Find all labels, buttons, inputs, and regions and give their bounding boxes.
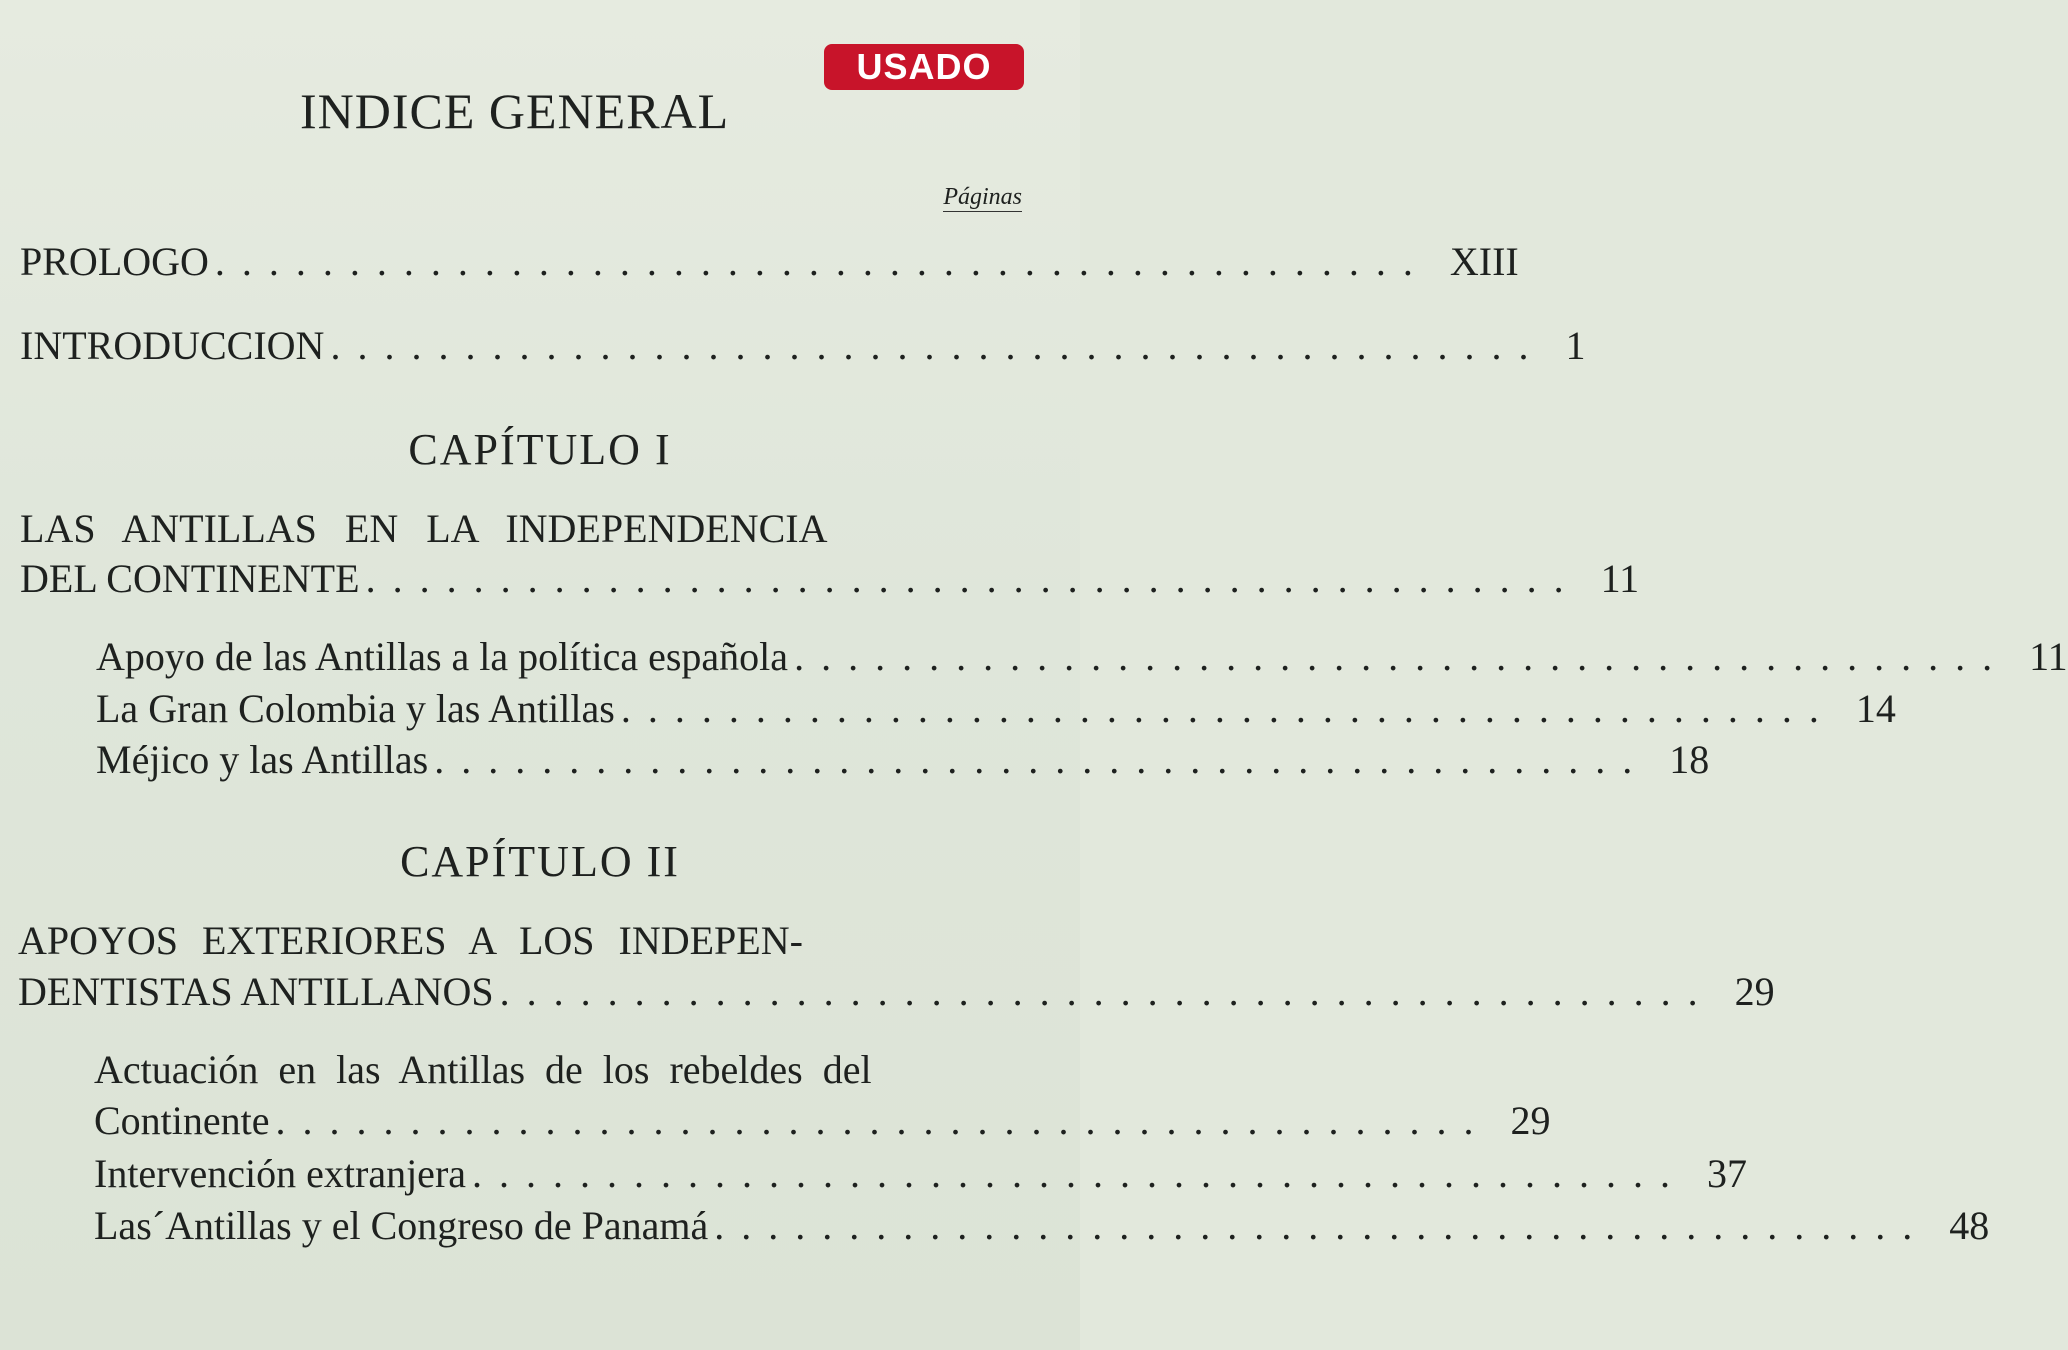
toc-section-page: 11 — [2029, 634, 2068, 679]
chapter-heading: CAPÍTULO II — [400, 837, 680, 886]
leader-dots: ............................................. — [794, 634, 2010, 679]
toc-entry-label: PROLOGO — [20, 239, 209, 284]
toc-entry-label: INTRODUCCION — [20, 323, 325, 368]
toc-section[interactable] — [94, 1150, 1748, 1202]
leader-dots: ............................................. — [499, 969, 1715, 1014]
chapter-heading: CAPÍTULO I — [408, 425, 672, 474]
pages-column-label: Páginas — [943, 184, 1022, 210]
leader-dots: ............................................. — [620, 686, 1836, 731]
page-title: INDICE GENERAL — [300, 83, 730, 139]
leader-dots: ............................................. — [214, 239, 1430, 284]
toc-section-page: 29 — [1510, 1098, 1551, 1143]
show-through-text — [120, 110, 131, 158]
toc-section[interactable] — [96, 736, 1710, 788]
toc-section-page: 14 — [1855, 686, 1896, 731]
toc-entry-page: XIII — [1449, 239, 1519, 284]
toc-entry-page: 1 — [1565, 323, 1586, 368]
toc-section-label: La Gran Colombia y las Antillas — [96, 686, 615, 731]
toc-section-label-line: Actuación en las Antillas de los rebeldes del — [94, 1047, 872, 1092]
toc-entry-label: DENTISTAS ANTILLANOS — [18, 969, 494, 1014]
toc-section[interactable] — [96, 633, 2068, 685]
toc-section[interactable] — [94, 1097, 1551, 1149]
leader-dots: ............................................. — [714, 1203, 1930, 1248]
toc-section-page: 48 — [1949, 1203, 1990, 1248]
used-badge: USADO — [824, 44, 1024, 90]
chapter-title-line: LAS ANTILLAS EN LA INDEPENDENCIA — [20, 506, 828, 551]
toc-entry-introduccion[interactable] — [20, 322, 1586, 374]
toc-section[interactable] — [96, 685, 1896, 737]
toc-section-label: Continente — [94, 1098, 270, 1143]
toc-section[interactable] — [94, 1202, 1990, 1254]
toc-entry-prologo[interactable] — [20, 238, 1519, 290]
toc-entry-chapter2[interactable] — [18, 968, 1775, 1020]
toc-section-label: Las´Antillas y el Congreso de Panamá — [94, 1203, 709, 1248]
leader-dots: ............................................. — [472, 1151, 1688, 1196]
chapter-title-line: APOYOS EXTERIORES A LOS INDEPEN- — [18, 918, 803, 963]
toc-entry-page: 11 — [1600, 556, 1640, 601]
toc-entry-label: DEL CONTINENTE — [20, 556, 360, 601]
toc-section-label: Apoyo de las Antillas a la política española — [96, 634, 789, 679]
leader-dots: ............................................. — [434, 737, 1650, 782]
toc-section-label: Méjico y las Antillas — [96, 737, 429, 782]
toc-entry-chapter1[interactable] — [20, 555, 1640, 607]
toc-section-page: 37 — [1707, 1151, 1748, 1196]
leader-dots: ............................................. — [275, 1098, 1491, 1143]
leader-dots: ............................................. — [330, 323, 1546, 368]
toc-entry-page: 29 — [1734, 969, 1775, 1014]
leader-dots: ............................................. — [365, 556, 1581, 601]
toc-section-page: 18 — [1669, 737, 1710, 782]
toc-section-label: Intervención extranjera — [94, 1151, 467, 1196]
